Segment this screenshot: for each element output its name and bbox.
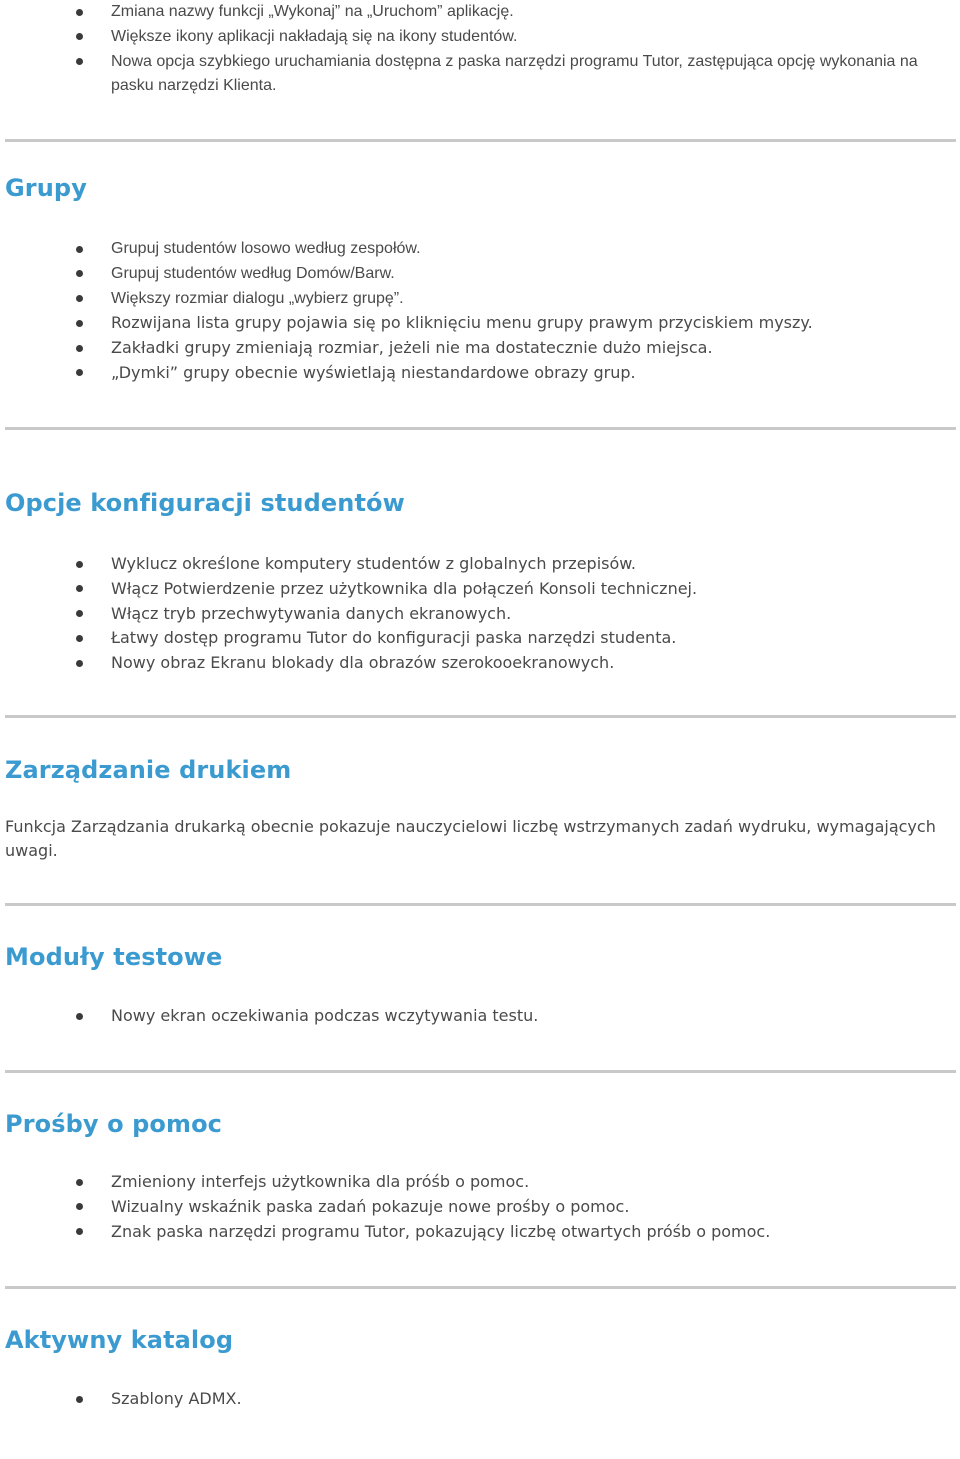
list-item: Wizualny wskaźnik paska zadań pokazuje nowe prośby o pomoc. [0,1195,960,1220]
bullet-icon [76,1203,83,1210]
bullet-icon [76,295,83,302]
bullet-icon [76,1396,83,1403]
bullet-icon [76,9,83,16]
section-divider [5,903,956,906]
bullet-icon [76,1179,83,1186]
list-item: Łatwy dostęp programu Tutor do konfiguracji paska narzędzi studenta. [0,626,960,651]
bullet-icon [76,320,83,327]
list-item: Grupuj studentów losowo według zespołów. [0,237,960,262]
list-item: Szablony ADMX. [0,1387,960,1412]
list-item: Większy rozmiar dialogu „wybierz grupę”. [0,287,960,312]
section-divider [5,139,956,142]
list-item: Grupuj studentów według Domów/Barw. [0,262,960,287]
section-divider [5,1070,956,1073]
list-item: Nowa opcja szybkiego uruchamiania dostępna z paska narzędzi programu Tutor, zastępująca opcję wykonania na pasku narzędzi Klienta. [0,50,960,100]
bullet-icon [76,1013,83,1020]
list-item: Wyklucz określone komputery studentów z globalnych przepisów. [0,552,960,577]
section-heading-print-management: Zarządzanie drukiem [5,756,292,784]
test-modules-list [0,1004,960,1029]
bullet-icon [76,635,83,642]
list-item: Znak paska narzędzi programu Tutor, pokazujący liczbę otwartych próśb o pomoc. [0,1220,960,1245]
bullet-icon [76,610,83,617]
bullet-icon [76,33,83,40]
section-divider [5,1286,956,1289]
list-item: Zakładki grupy zmieniają rozmiar, jeżeli nie ma dostatecznie dużo miejsca. [0,336,960,361]
intro-list [0,0,960,99]
section-heading-active-directory: Aktywny katalog [5,1326,234,1354]
section-heading-help-requests: Prośby o pomoc [5,1110,223,1138]
bullet-icon [76,270,83,277]
list-item: „Dymki” grupy obecnie wyświetlają niestandardowe obrazy grup. [0,361,960,386]
active-directory-list [0,1387,960,1412]
section-heading-student-config: Opcje konfiguracji studentów [5,489,405,517]
list-item: Nowy ekran oczekiwania podczas wczytywania testu. [0,1004,960,1029]
bullet-icon [76,660,83,667]
help-requests-list [0,1170,960,1244]
print-management-paragraph: Funkcja Zarządzania drukarką obecnie pokazuje nauczycielowi liczbę wstrzymanych zadań wydruku, wymagających uwagi. [5,817,936,860]
bullet-icon [76,345,83,352]
list-item: Nowy obraz Ekranu blokady dla obrazów szerokooekranowych. [0,651,960,676]
bullet-icon [76,369,83,376]
list-item: Włącz tryb przechwytywania danych ekranowych. [0,602,960,627]
student-config-list [0,552,960,676]
bullet-icon [76,58,83,65]
bullet-icon [76,1228,83,1235]
bullet-icon [76,561,83,568]
section-heading-groups: Grupy [5,174,87,202]
section-divider [5,427,956,430]
bullet-icon [76,585,83,592]
list-item: Zmiana nazwy funkcji „Wykonaj” na „Uruchom” aplikację. [0,0,960,25]
section-heading-test-modules: Moduły testowe [5,943,223,971]
groups-list [0,237,960,386]
list-item: Większe ikony aplikacji nakładają się na ikony studentów. [0,25,960,50]
bullet-icon [76,246,83,253]
list-item: Rozwijana lista grupy pojawia się po kliknięciu menu grupy prawym przyciskiem myszy. [0,311,960,336]
list-item: Zmieniony interfejs użytkownika dla próśb o pomoc. [0,1170,960,1195]
section-divider [5,715,956,718]
list-item: Włącz Potwierdzenie przez użytkownika dla połączeń Konsoli technicznej. [0,577,960,602]
